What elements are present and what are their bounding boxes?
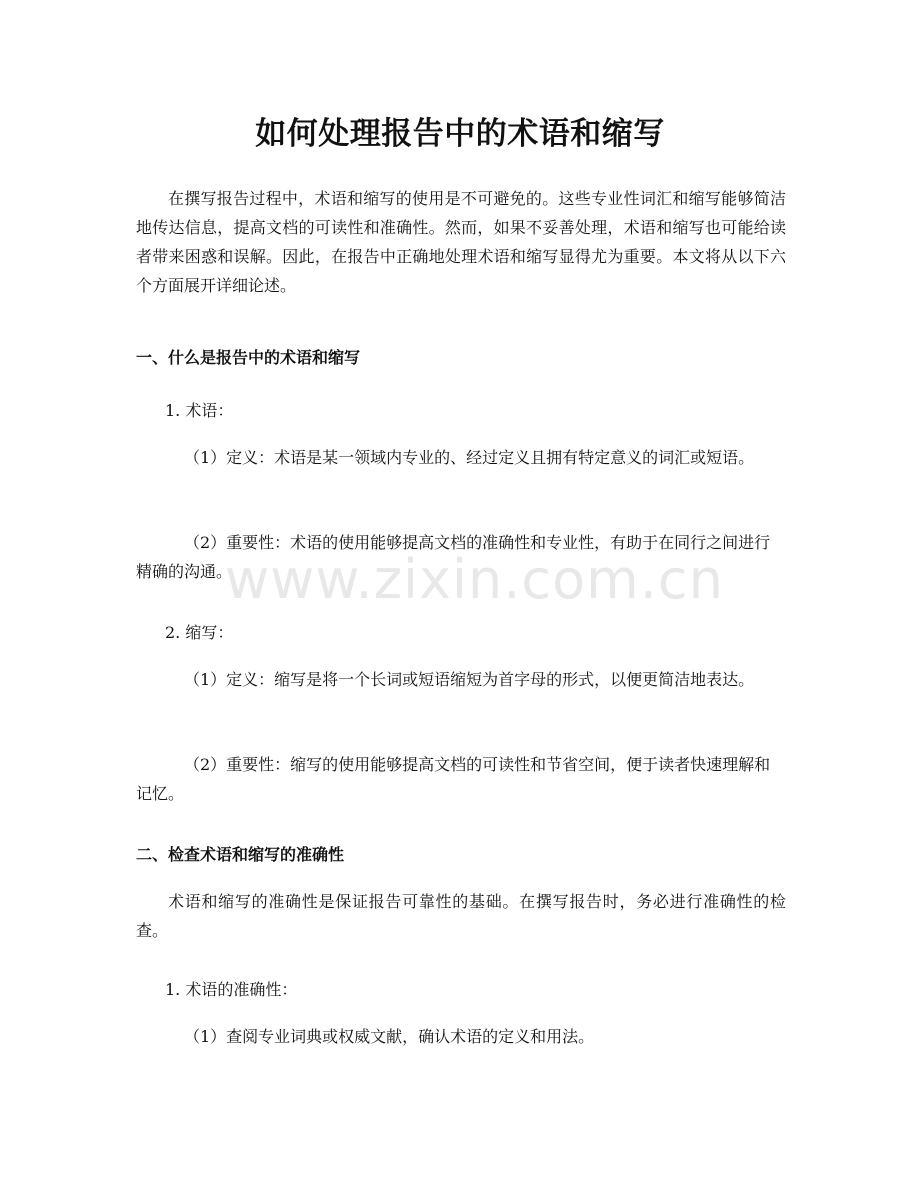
section1-item2-importance: （2）重要性：缩写的使用能够提高文档的可读性和节省空间，便于读者快速理解和记忆。 (136, 755, 771, 803)
section1-item1-label: 1. 术语： (165, 401, 234, 420)
section2-item1-point1: （1）查阅专业词典或权威文献，确认术语的定义和用法。 (184, 1027, 595, 1046)
section1-item1-definition: （1）定义：术语是某一领域内专业的、经过定义且拥有特定意义的词汇或短语。 (184, 448, 755, 467)
section1-item1-importance: （2）重要性：术语的使用能够提高文档的准确性和专业性，有助于在同行之间进行精确的沟通。 (136, 533, 771, 581)
section2-item1-label: 1. 术语的准确性： (165, 980, 298, 999)
intro-paragraph: 在撰写报告过程中，术语和缩写的使用是不可避免的。这些专业性词汇和缩写能够简洁地传达信息，提高文档的可读性和准确性。然而，如果不妥善处理，术语和缩写也可能给读者带来困惑和误解。因此，在报告中正确地处理术语和缩写显得尤为重要。本文将从以下六个方面展开详细论述。 (136, 189, 786, 295)
section1-heading: 一、什么是报告中的术语和缩写 (136, 348, 361, 367)
section2-heading: 二、检查术语和缩写的准确性 (136, 845, 345, 864)
section2-intro-paragraph: 术语和缩写的准确性是保证报告可靠性的基础。在撰写报告时，务必进行准确性的检查。 (136, 892, 786, 940)
document-title: 如何处理报告中的术语和缩写 (255, 116, 665, 152)
section1-item2-definition: （1）定义：缩写是将一个长词或短语缩短为首字母的形式，以便更简洁地表达。 (184, 670, 755, 689)
watermark: www.zixin.com.cn (225, 548, 724, 611)
section1-item2-label: 2. 缩写： (165, 623, 234, 642)
